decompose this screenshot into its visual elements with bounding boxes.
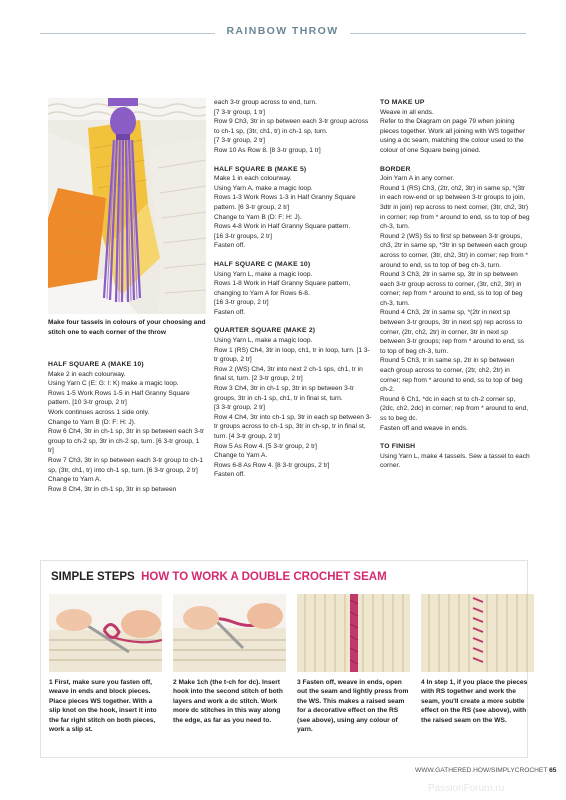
col1-line: Change to Yarn B (D: F: H: J).: [48, 418, 136, 426]
col3-line: Join Yarn A in any corner.: [380, 175, 455, 183]
step-4-text: 4 In step 1, if you place the pieces with RS together and work the seam, you'll create a more subtle effect on the RS (see above), with the raised seam on the WS.: [421, 679, 528, 724]
step-3-text: 3 Fasten off, weave in ends, open out the seam and lightly press from the WS. This makes a raised seam for a decorative effect on the RS (see above), using any colour of yarn.: [297, 679, 409, 734]
simple-steps-title: [51, 571, 387, 583]
col3-line: Weave in all ends.: [380, 108, 434, 116]
col2-line: Row 10 As Row 8. [8 3-tr group, 1 tr]: [214, 146, 321, 154]
col2-line: Change to Yarn A.: [214, 452, 268, 460]
col2-line: Row 1 (RS) Ch4, 3tr in loop, ch1, tr in loop, turn. [1 3-tr group, 2 tr]: [214, 346, 370, 364]
col3-line: Refer to the Diagram on page 79 when joining pieces together. Work all joining with WS together using a dc seam, matching the colour used to the colour of one Square being joined.: [380, 118, 526, 154]
simple-steps-panel: [40, 560, 528, 758]
col2-line: Using Yarn L, make a magic loop.: [214, 270, 313, 278]
col2-line: Fasten off.: [214, 308, 246, 316]
col3-line: Round 2 (WS) Ss to first sp between 3-tr groups, ch3, 2tr in same sp, *3tr in sp between each group across to corner, (3tr, ch2, 3tr) in corner; rep from * around to end, ss to top of beg ch-3, turn.: [380, 232, 529, 269]
header-rule-right: [350, 33, 526, 34]
col2-line: [16 3-tr groups, 2 tr]: [214, 232, 272, 240]
watermark: PassionForum.ru: [428, 783, 505, 794]
col1-line: Row 6 Ch4, 3tr in ch-1 sp, 3tr in sp between each 3-tr group to ch-2 sp, 3tr in ch-2 sp, turn. [6 3-tr group, 1 tr]: [48, 428, 205, 455]
col2-line: Change to Yarn B (D: F: H: J).: [214, 213, 302, 221]
half-square-c-heading: HALF SQUARE C (MAKE 10): [214, 260, 311, 268]
photo-caption: Make four tassels in colours of your choosing and stitch one to each corner of the throw: [48, 319, 206, 336]
col3-line: Fasten off and weave in ends.: [380, 424, 468, 432]
col1-line: Work continues across 1 side only.: [48, 408, 150, 416]
col2-line: Rows 1-3 Work Rows 1-3 in Half Granny Square pattern. [6 3-tr group, 2 tr]: [214, 194, 356, 211]
half-square-a-heading: HALF SQUARE A (MAKE 10): [48, 361, 144, 368]
col2-line: Row 9 Ch3, 3tr in sp between each 3-tr group across to ch-1 sp, (3tr, ch1, tr) in ch-1 sp, turn.: [214, 118, 369, 135]
column-3: [380, 98, 530, 471]
running-header-title: RAINBOW THROW: [226, 25, 339, 37]
step-4-photo: [421, 594, 534, 672]
step-3-photo: [297, 594, 410, 672]
step-2: [173, 594, 286, 725]
column-2: [214, 98, 372, 480]
step-3: [297, 594, 410, 734]
col2-line: [7 3-tr group, 1 tr]: [214, 108, 265, 116]
half-square-b-heading: HALF SQUARE B (MAKE 5): [214, 165, 307, 173]
page-footer: [415, 767, 556, 774]
col3-line: Round 1 (RS) Ch3, (2tr, ch2, 3tr) in same sp, *(3tr in each row-end or sp between 3-tr groups to join, 3dtr in join) rep across to next corner, (3tr, ch2, 3tr) in corner; rep from * around to end, ss to top of beg ch-3, turn.: [380, 184, 530, 231]
step-1-text: 1 First, make sure you fasten off, weave in ends and block pieces. Place pieces WS together. With a slip knot on the hook, insert it into the far right stitch on both pieces, work a slip st.: [49, 679, 157, 734]
col2-line: Using Yarn L, make a magic loop.: [214, 337, 313, 345]
running-header: [0, 20, 566, 50]
col2-line: Rows 6-8 As Row 4. [8 3-tr groups, 2 tr]: [214, 461, 330, 469]
to-finish-heading: TO FINISH: [380, 443, 416, 451]
page-number: 65: [549, 767, 557, 774]
col1-line: Make 2 in each colourway.: [48, 370, 126, 378]
col3-line: Round 5 Ch3, tr in same sp, 2tr in sp between each group across to corner, (2tr, ch2, 2tr) in corner; rep from * around to end, ss to top of beg ch-2.: [380, 357, 523, 394]
col2-line: Using Yarn A, make a magic loop.: [214, 184, 313, 192]
quarter-square-heading: QUARTER SQUARE (MAKE 2): [214, 327, 316, 335]
col2-line: Fasten off.: [214, 471, 246, 479]
step-2-photo: [173, 594, 286, 672]
throw-tassel-photo: [48, 98, 206, 314]
col2-line: Row 4 Ch4, 3tr into ch-1 sp, 3tr in each sp between 3-tr groups across to ch-1 sp, 3tr in ch-sp, tr in final st, turn. [4 3-tr group, 2 tr]: [214, 413, 372, 440]
col1-line: Rows 1-5 Work Rows 1-5 in Half Granny Square pattern. [10 3-tr group, 2 tr]: [48, 389, 190, 407]
col2-line: [3 3-tr group, 2 tr]: [214, 404, 265, 412]
col3-line: Round 3 Ch3, 2tr in same sp, 3tr in sp between each 3-tr group across to corner, (3tr, ch2, 3tr) in corner; rep from * around to end, ss to top of beg ch-3, turn.: [380, 271, 523, 307]
step-4: [421, 594, 534, 725]
to-make-up-heading: TO MAKE UP: [380, 99, 425, 106]
col2-line: Rows 1-8 Work in Half Granny Square pattern, changing to Yarn A for Rows 6-8.: [214, 280, 351, 297]
col2-line: Rows 4-8 Work in Half Granny Square pattern.: [214, 223, 351, 231]
col2-line: Row 5 As Row 4. [5 3-tr group, 2 tr]: [214, 442, 317, 450]
simple-steps-subtitle: HOW TO WORK A DOUBLE CROCHET SEAM: [141, 571, 387, 583]
step-1: [49, 594, 162, 734]
col2-line: each 3-tr group across to end, turn.: [214, 99, 317, 106]
col3-line: Round 4 Ch3, 2tr in same sp, *(2tr in next sp between 3-tr groups, 3tr in next sp) rep across to corner, (2tr, ch2, 2tr) in corner, 3tr in next sp between 3-tr groups; rep from * around to end, ss to top of beg ch-3, turn.: [380, 309, 525, 355]
col1-line: Row 8 Ch4, 3tr in ch-1 sp, 3tr in sp between: [48, 485, 177, 493]
step-1-photo: [49, 594, 162, 672]
col1-line: Using Yarn C (E: G: I: K) make a magic loop.: [48, 380, 179, 388]
col2-line: [16 3-tr group, 2 tr]: [214, 299, 269, 307]
simple-steps-label: SIMPLE STEPS: [51, 571, 135, 583]
column-1: [48, 360, 206, 494]
border-heading: BORDER: [380, 165, 411, 173]
step-2-text: 2 Make 1ch (the t-ch for dc). Insert hook into the second stitch of both layers and work a dc stitch. Work more dc stitches in this way along the edge, as far as you need to.: [173, 679, 283, 724]
col2-line: Row 2 (WS) Ch4, 3tr into next 2 ch-1 sps, ch1, tr in final st, turn. [2 3-tr group, 2 tr]: [214, 365, 363, 383]
col1-line: Change to Yarn A.: [48, 476, 102, 484]
col2-line: Make 1 in each colourway.: [214, 175, 292, 183]
col3-line: Using Yarn L, make 4 tassels. Sew a tassel to each corner.: [380, 452, 530, 470]
col1-line: Row 7 Ch3, 3tr in sp between each 3-tr group to ch-1 sp, (3tr, ch1, tr) into ch-1 sp, turn. [6 3-tr group, 2 tr]: [48, 456, 204, 474]
col3-line: Round 6 Ch1, *dc in each st to ch-2 corner sp, (2dc, ch2, 2dc) in corner; rep from * around to end, ss to beg dc.: [380, 395, 529, 422]
col2-line: Fasten off.: [214, 242, 246, 250]
footer-url: WWW.GATHERED.HOW/SIMPLYCROCHET: [415, 767, 548, 774]
col2-line: Row 3 Ch4, 3tr in ch-1 sp, 3tr in sp between 3-tr groups, 3tr in ch-1 sp, ch1, tr in final st, turn.: [214, 385, 354, 402]
col2-line: [7 3-tr group, 2 tr]: [214, 137, 265, 145]
header-rule-left: [40, 33, 215, 34]
